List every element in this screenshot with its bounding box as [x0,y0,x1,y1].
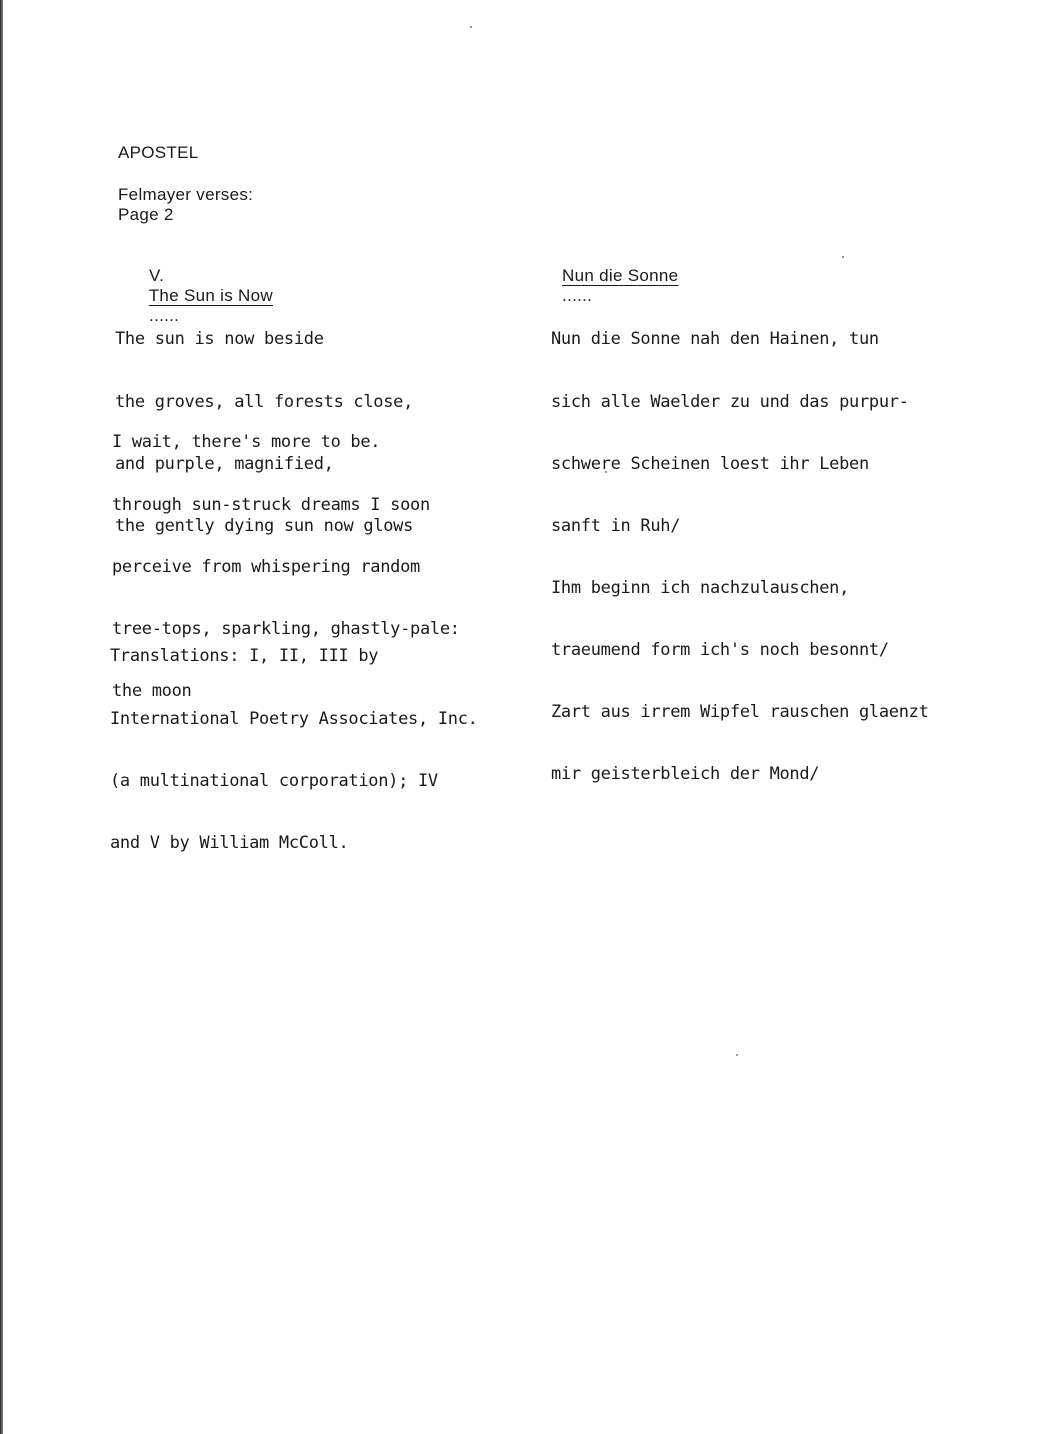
credit-line: (a multinational corporation); IV [110,770,438,791]
english-heading-title: The Sun is Now [148,286,273,305]
german-verse [551,288,929,806]
german-heading-dots: ...... [562,286,593,305]
credit-line: Translations: I, II, III by [110,646,379,667]
author-name: APOSTEL [118,143,199,162]
verse-line: Ihm beginn ich nachzulauschen, [551,577,850,598]
verse-line: through sun-struck dreams I soon [112,494,430,515]
verse-line: sanft in Ruh/ [551,515,681,536]
translation-credits [110,605,478,874]
collection-title: Felmayer verses: [118,185,254,204]
verse-line: sich alle Waelder zu und das purpur- [551,391,909,412]
verse-line: and purple, magnified, [115,453,334,474]
scan-speck [736,1054,738,1056]
german-heading-title: Nun die Sonne [562,266,679,285]
credit-line: and V by William McColl. [110,832,349,853]
scan-speck [470,26,472,28]
verse-line: Nun die Sonne nah den Hainen, tun [551,329,879,350]
verse-line: the moon [112,680,192,701]
verse-line: I wait, there's more to be. [112,432,381,453]
verse-line: tree-tops, sparkling, ghastly-pale: [112,618,460,639]
page-number: Page 2 [118,205,174,224]
verse-line: the gently dying sun now glows [115,515,414,536]
scan-edge-shadow [0,0,3,1434]
verse-line: perceive from whispering random [112,556,420,577]
verse-line: traeumend form ich's noch besonnt/ [551,639,889,660]
verse-line: Zart aus irrem Wipfel rauschen glaenzt [551,702,929,723]
credit-line: International Poetry Associates, Inc. [110,708,478,729]
english-heading-number: V. [149,266,165,285]
verse-line: The sun is now beside [115,329,324,350]
verse-line: the groves, all forests close, [115,391,414,412]
verse-line: schwere Scheinen loest ihr Leben [551,453,869,474]
verse-line: mir geisterbleich der Mond/ [551,764,820,785]
scan-speck [842,256,844,258]
english-heading-dots: ...... [149,306,180,325]
